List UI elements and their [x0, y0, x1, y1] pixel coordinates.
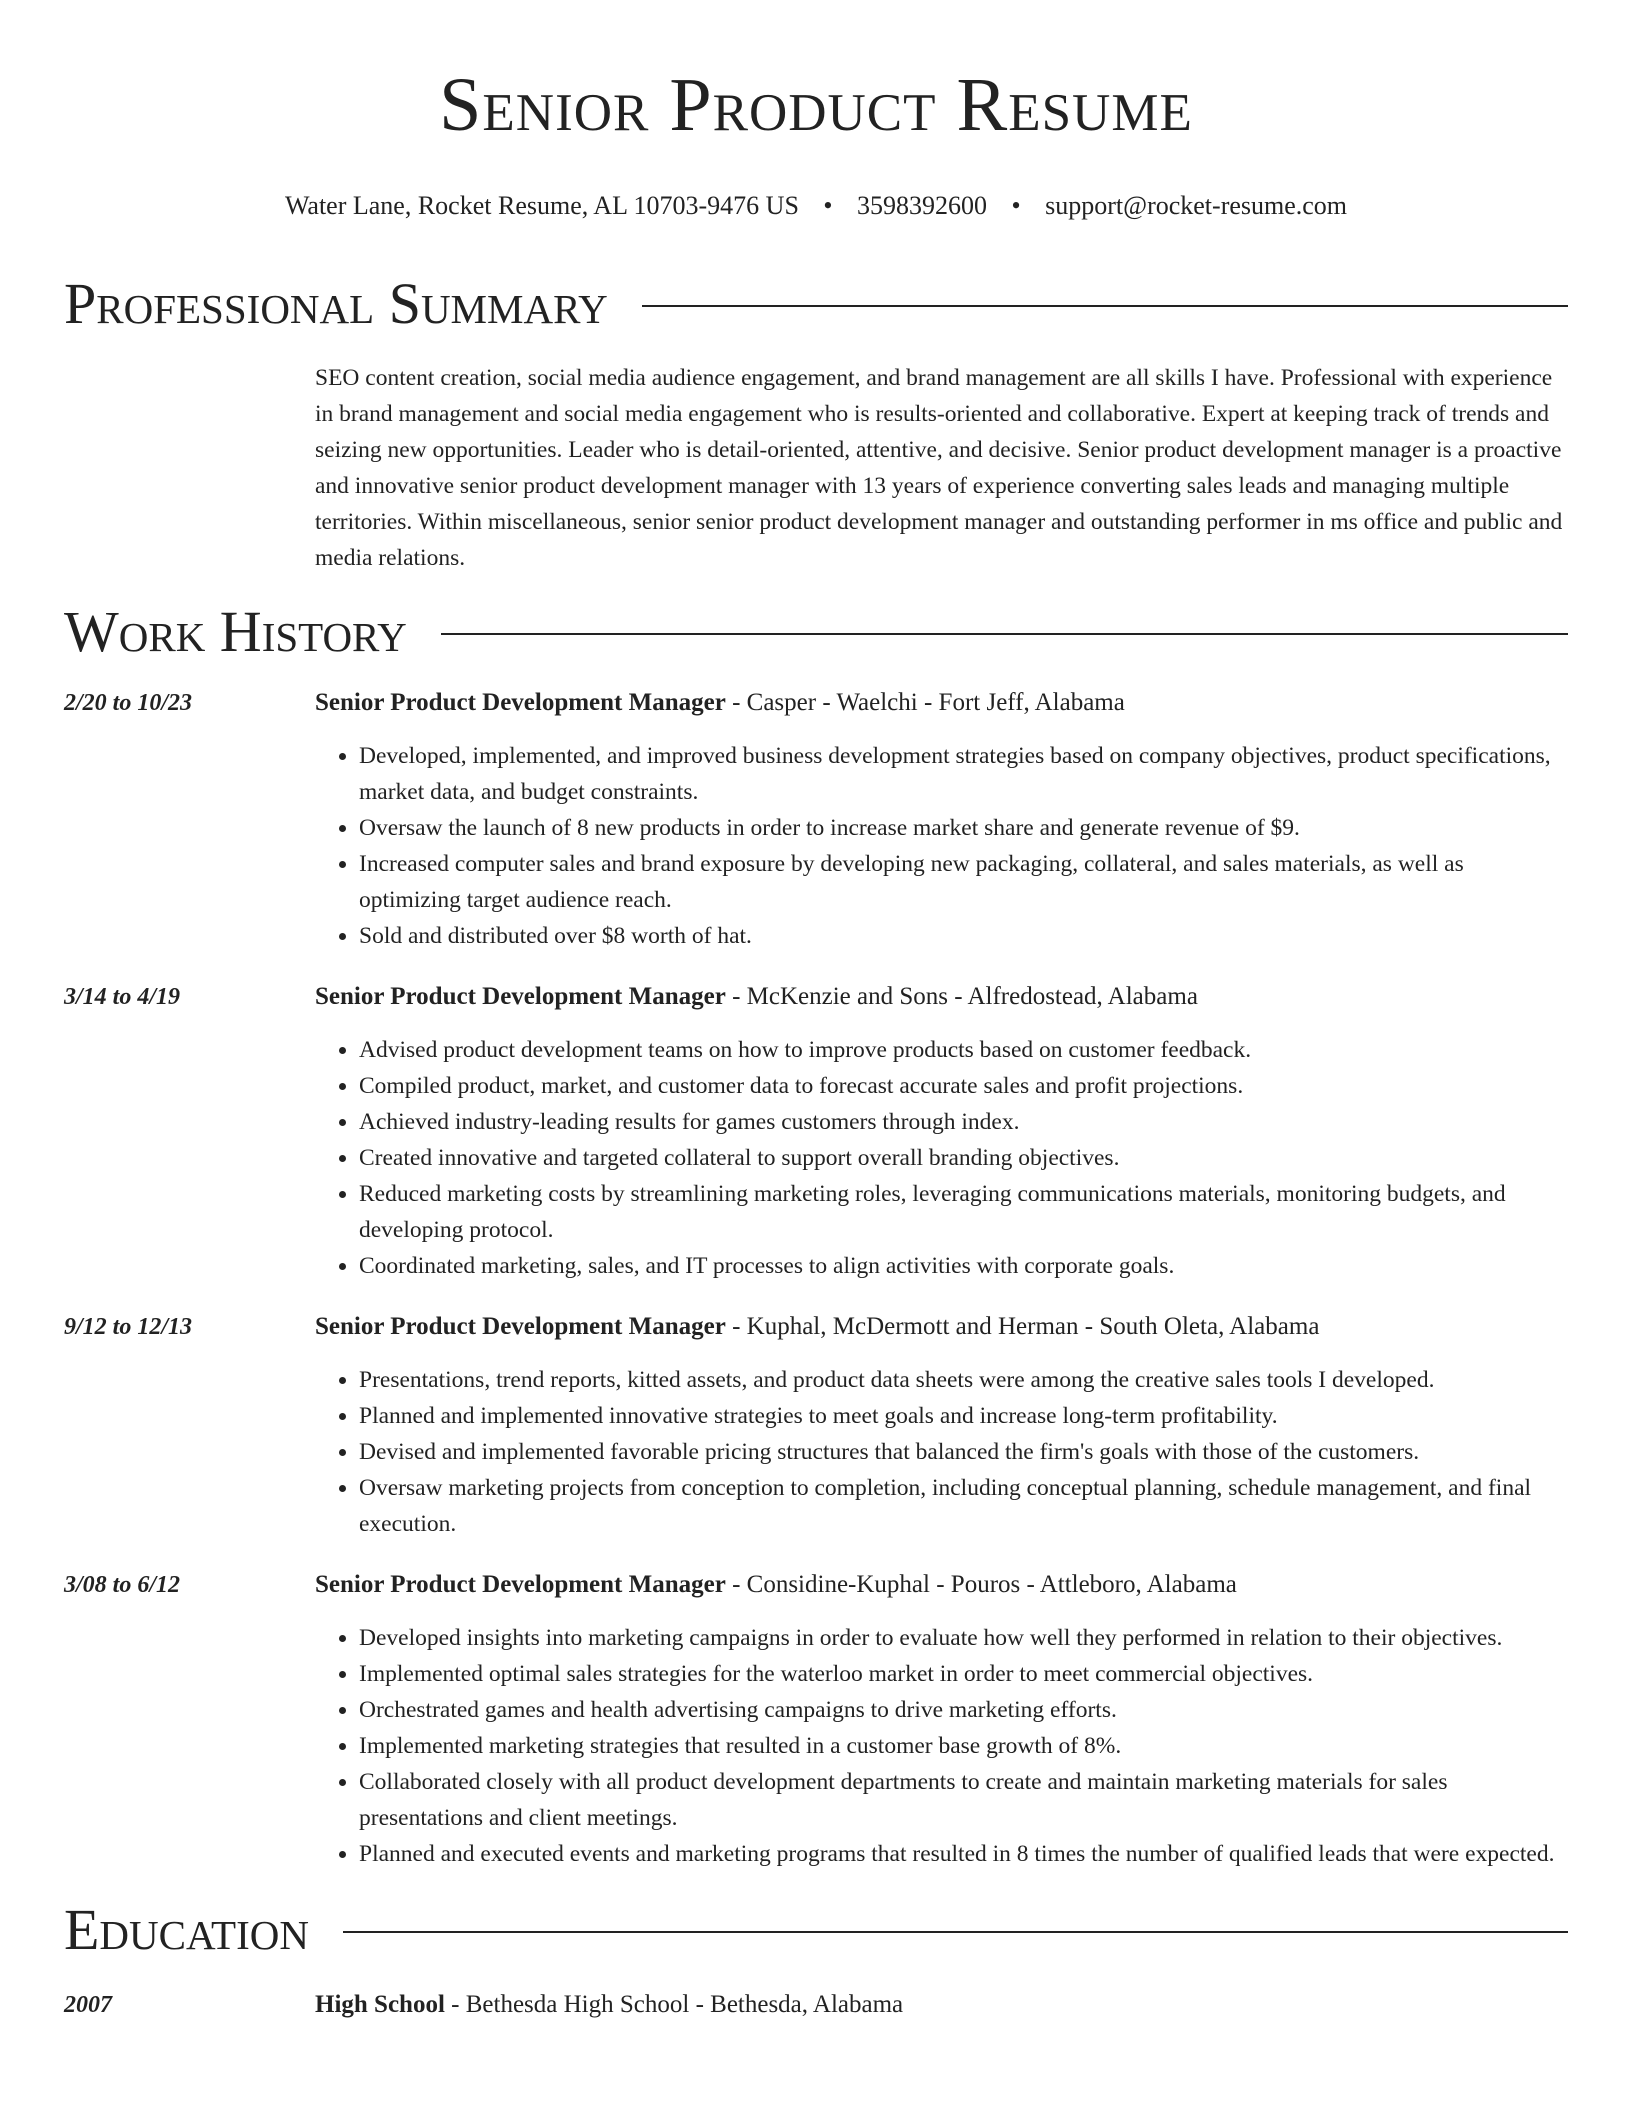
contact-address: Water Lane, Rocket Resume, AL 10703-9476 US	[284, 191, 799, 220]
job-title: Senior Product Development Manager	[315, 689, 726, 716]
job-dates: 3/08 to 6/12	[64, 1572, 181, 1598]
job-company: - Kuphal, McDermott and Herman - South Oleta, Alabama	[725, 1313, 1320, 1340]
contact-separator: •	[1011, 191, 1021, 220]
resume-name: Senior Product Resume	[439, 63, 1193, 147]
job-bullets	[315, 738, 1568, 954]
job-company: - McKenzie and Sons - Alfredostead, Alabama	[725, 983, 1198, 1010]
job-bullets	[315, 1032, 1568, 1284]
job-entry	[64, 1568, 1568, 1872]
job-title: Senior Product Development Manager	[315, 1313, 726, 1340]
education-entry	[64, 1988, 1568, 2022]
job-title-line	[315, 1568, 1568, 1602]
summary-text: SEO content creation, social media audience engagement, and brand management are all skills I have. Professional with experience in brand management and social media engagement who is results-oriented and collaborative. Expert at keeping track of trends and seizing new opportunities. Leader who is detail-oriented, attentive, and decisive. Senior product development manager is a proactive and innovative senior product development manager with 13 years of experience converting sales leads and managing multiple territories. Within miscellaneous, senior senior product development manager and outstanding performer in ms office and public and media relations.	[315, 365, 1563, 571]
job-bullet: • Increased computer sales and brand exposure by developing new packaging, collateral, and sales materials, as well as optimizing target audience reach.	[359, 846, 1568, 918]
job-bullet: • Planned and implemented innovative strategies to meet goals and increase long-term profitability.	[359, 1398, 1568, 1434]
job-entry	[64, 1310, 1568, 1542]
job-bullet: • Coordinated marketing, sales, and IT processes to align activities with corporate goals.	[359, 1248, 1568, 1284]
education-year: 2007	[64, 1992, 112, 2018]
contact-email: support@rocket-resume.com	[1045, 191, 1348, 220]
work-section-header	[64, 598, 1568, 666]
job-title-line	[315, 686, 1568, 720]
contact-separator: •	[823, 191, 833, 220]
section-divider	[343, 1931, 1568, 1933]
job-bullet: • Orchestrated games and health advertising campaigns to drive marketing efforts.	[359, 1692, 1568, 1728]
job-bullet: • Implemented marketing strategies that resulted in a customer base growth of 8%.	[359, 1728, 1568, 1764]
job-entry	[64, 686, 1568, 954]
work-history-list	[64, 686, 1568, 1872]
job-bullet: • Developed, implemented, and improved business development strategies based on company objectives, product specifications, market data, and budget constraints.	[359, 738, 1568, 810]
education-line	[315, 1988, 903, 2022]
section-divider	[642, 305, 1568, 307]
job-bullets	[315, 1362, 1568, 1542]
job-title-line	[315, 1310, 1568, 1344]
education-heading: Education	[64, 1897, 309, 1962]
job-bullet: • Sold and distributed over $8 worth of hat.	[359, 918, 1568, 954]
summary-section-header	[64, 270, 1568, 338]
job-bullet: • Oversaw the launch of 8 new products in order to increase market share and generate revenue of $9.	[359, 810, 1568, 846]
job-bullet: • Compiled product, market, and customer data to forecast accurate sales and profit projections.	[359, 1068, 1568, 1104]
education-section-header	[64, 1896, 1568, 1964]
job-body	[315, 980, 1568, 1284]
job-bullet: • Achieved industry-leading results for games customers through index.	[359, 1104, 1568, 1140]
education-school: - Bethesda High School - Bethesda, Alabama	[444, 1991, 904, 2018]
job-bullet: • Advised product development teams on how to improve products based on customer feedback.	[359, 1032, 1568, 1068]
job-bullet: • Created innovative and targeted collateral to support overall branding objectives.	[359, 1140, 1568, 1176]
job-bullet: • Developed insights into marketing campaigns in order to evaluate how well they performed in relation to their objectives.	[359, 1620, 1568, 1656]
job-bullet: • Devised and implemented favorable pricing structures that balanced the firm's goals with those of the customers.	[359, 1434, 1568, 1470]
education-degree: High School	[315, 1991, 445, 2018]
job-bullet: • Oversaw marketing projects from conception to completion, including conceptual planning, schedule management, and final execution.	[359, 1470, 1568, 1542]
job-bullet: • Collaborated closely with all product development departments to create and maintain marketing materials for sales presentations and client meetings.	[359, 1764, 1568, 1836]
job-body	[315, 1568, 1568, 1872]
job-title: Senior Product Development Manager	[315, 983, 726, 1010]
job-bullet: • Reduced marketing costs by streamlining marketing roles, leveraging communications materials, monitoring budgets, and developing protocol.	[359, 1176, 1568, 1248]
job-dates: 3/14 to 4/19	[64, 984, 181, 1010]
education-list	[64, 1988, 1568, 2022]
job-body	[315, 686, 1568, 954]
job-body	[315, 1310, 1568, 1542]
summary-heading: Professional Summary	[64, 271, 608, 336]
section-divider	[441, 633, 1568, 635]
contact-phone: 3598392600	[857, 191, 988, 220]
job-bullet: • Planned and executed events and marketing programs that resulted in 8 times the number of qualified leads that were expected.	[359, 1836, 1568, 1872]
job-company: - Considine-Kuphal - Pouros - Attleboro, Alabama	[725, 1571, 1237, 1598]
job-bullets	[315, 1620, 1568, 1872]
work-heading: Work History	[64, 599, 407, 664]
job-bullet: • Implemented optimal sales strategies for the waterloo market in order to meet commercial objectives.	[359, 1656, 1568, 1692]
job-entry	[64, 980, 1568, 1284]
job-company: - Casper - Waelchi - Fort Jeff, Alabama	[725, 689, 1125, 716]
job-dates: 9/12 to 12/13	[64, 1314, 193, 1340]
job-title: Senior Product Development Manager	[315, 1571, 726, 1598]
job-dates: 2/20 to 10/23	[64, 690, 193, 716]
contact-line	[64, 190, 1568, 222]
job-bullet: • Presentations, trend reports, kitted assets, and product data sheets were among the creative sales tools I developed.	[359, 1362, 1568, 1398]
job-title-line	[315, 980, 1568, 1014]
